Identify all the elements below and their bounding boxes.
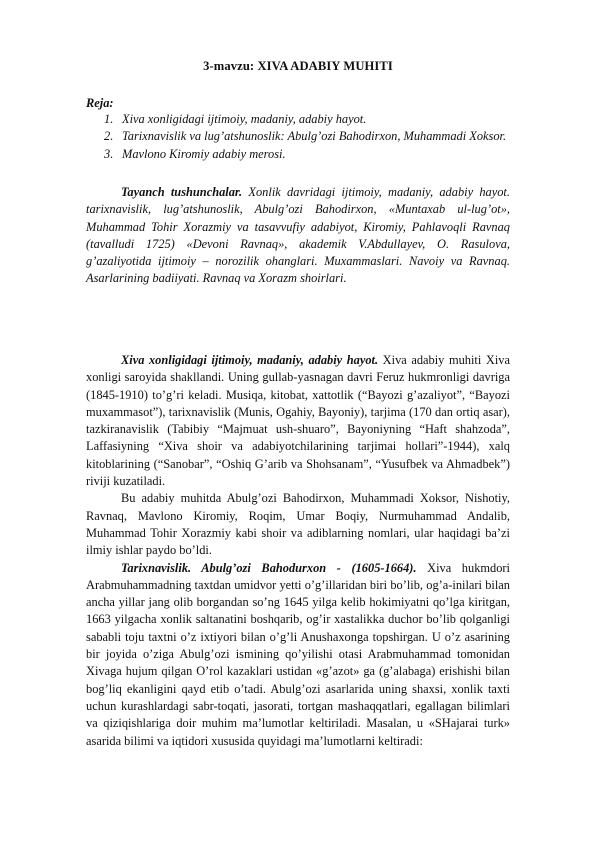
plan-item-number: 3.: [104, 146, 114, 161]
main-text-section: [86, 352, 510, 750]
page-title: 3-mavzu: XIVA ADABIY MUHITI: [203, 59, 393, 73]
paragraph-1: [86, 352, 510, 490]
paragraph-1-text: Xiva adabiy muhiti Xiva xonligi saroyida shakllandi. Uning gullab-yasnagan davri Feruz hukmronligi davriga (1845-1910) to’g’ri keladi. Musiqa, kitobat, xattotlik (“Bayozi g’azaliyot”, “Bayozi muxammasot”), tarixnavislik (Munis, Ogahiy, Bayoniy), tarjima (170 dan ortiq asar), tazkiranavislik (Tabibiy “Majmuat ush-shuaro”, Bayoniyning “Haft shahzoda”, Laffasiyning “Xiva shoir va adabiyotchilarining tarjimai hollari”-1944), xalq kitoblarining (“Sanobar”, “Oshiq G’arib va Shohsanam”, “Yusufbek va Ahmadbek”) riviji kuzatiladi.: [86, 353, 510, 489]
plan-item-text: Tarixnavislik va lug’atshunoslik: Abulg’ozi Bahodirxon, Muhammadi Xoksor.: [122, 129, 507, 144]
key-concepts-section: [86, 184, 510, 288]
plan-item: [0, 111, 596, 128]
plan-item-number: 1.: [104, 112, 114, 126]
plan-list: [0, 111, 596, 163]
plan-item: [0, 128, 596, 145]
paragraph-2: [86, 490, 510, 559]
plan-heading: Reja:: [86, 96, 114, 110]
plan-item-number: 2.: [104, 129, 114, 144]
paragraph-3-lead: Tarixnavislik. Abulg’ozi Bahodurxon - (1605-1664).: [121, 560, 417, 575]
plan-item: [0, 146, 596, 163]
plan-item-text: Xiva xonligidagi ijtimoiy, madaniy, adabiy hayot.: [122, 112, 367, 126]
key-concepts-text: Xonlik davridagi ijtimoiy, madaniy, adabiy hayot. tarixnavislik, lug’atshunoslik, Abulg’ozi Bahodirxon, «Muntaxab ul-lug’ot», Muhammad Tohir Xorazmiy va tasavvufiy adabiyot, Kiromiy, Pahlavoqli Ravnaq (tavalludi 1725) «Devoni Ravnaq», akademik V.Abdullayev, O. Rasulova, g’azaliyotida ijtimoiy – norozilik ohanglari. Muxammaslari. Navoiy va Ravnaq. Asarlarining badiiyati. Ravnaq va Xorazm shoirlari.: [86, 185, 510, 286]
key-concepts-lead: Tayanch tushunchalar.: [121, 185, 243, 199]
key-concepts-paragraph: [86, 184, 510, 288]
paragraph-3-text: Xiva hukmdori Arabmuhammadning taxtdan umidvor yetti o’g’illaridan biri bo’lib, og’a-inilari bilan ancha yillar jang olib borgandan so’ng 1645 yilga kelib hokimiyatni qo’lga kiritgan, 1663 yilgacha xonlik saltanatini boshqarib, og’ir xastalikka duchor bo’lib qolganligi sababli toju taxtni o’z ixtiyori bilan o’g’li Anushaxonga topshirgan. U o’z asarining bir joyida o’ziga Abulg’ozi ismining qo’yilishi otasi Arabmuhammad tomonidan Xivaga hujum qilgan O’rol kazaklari ustidan «g’azot» ga (g’alabaga) erishishi bilan bog’liq ekanligini qayd etib o’tadi. Abulg’ozi asarlarida uning shaxsi, xonlik taxti uchun kurashlardagi sabr-toqati, jasorati, tortgan mashaqqatlari, egallagan bilimlari va qiziqishlariga doir muhim ma’lumotlar keltiriladi. Masalan, u «SHajarai turk» asarida bilimi va iqtidori xususida quyidagi ma’lumotlarni keltiradi:: [86, 560, 510, 748]
paragraph-3: [86, 560, 510, 750]
paragraph-1-lead: Xiva xonligidagi ijtimoiy, madaniy, adabiy hayot.: [121, 353, 379, 367]
paragraph-2-text: Bu adabiy muhitda Abulg’ozi Bahodirxon, Muhammadi Xoksor, Nishotiy, Ravnaq, Mavlono Kiromiy, Roqim, Umar Boqiy, Nurmuhammad Andalib, Muhammad Tohir Xorazmiy kabi shoir va adiblarning nomlari, ular haqidagi ba’zi ilmiy ishlar paydo bo’ldi.: [86, 491, 510, 558]
plan-item-text: Mavlono Kiromiy adabiy merosi.: [122, 146, 286, 161]
